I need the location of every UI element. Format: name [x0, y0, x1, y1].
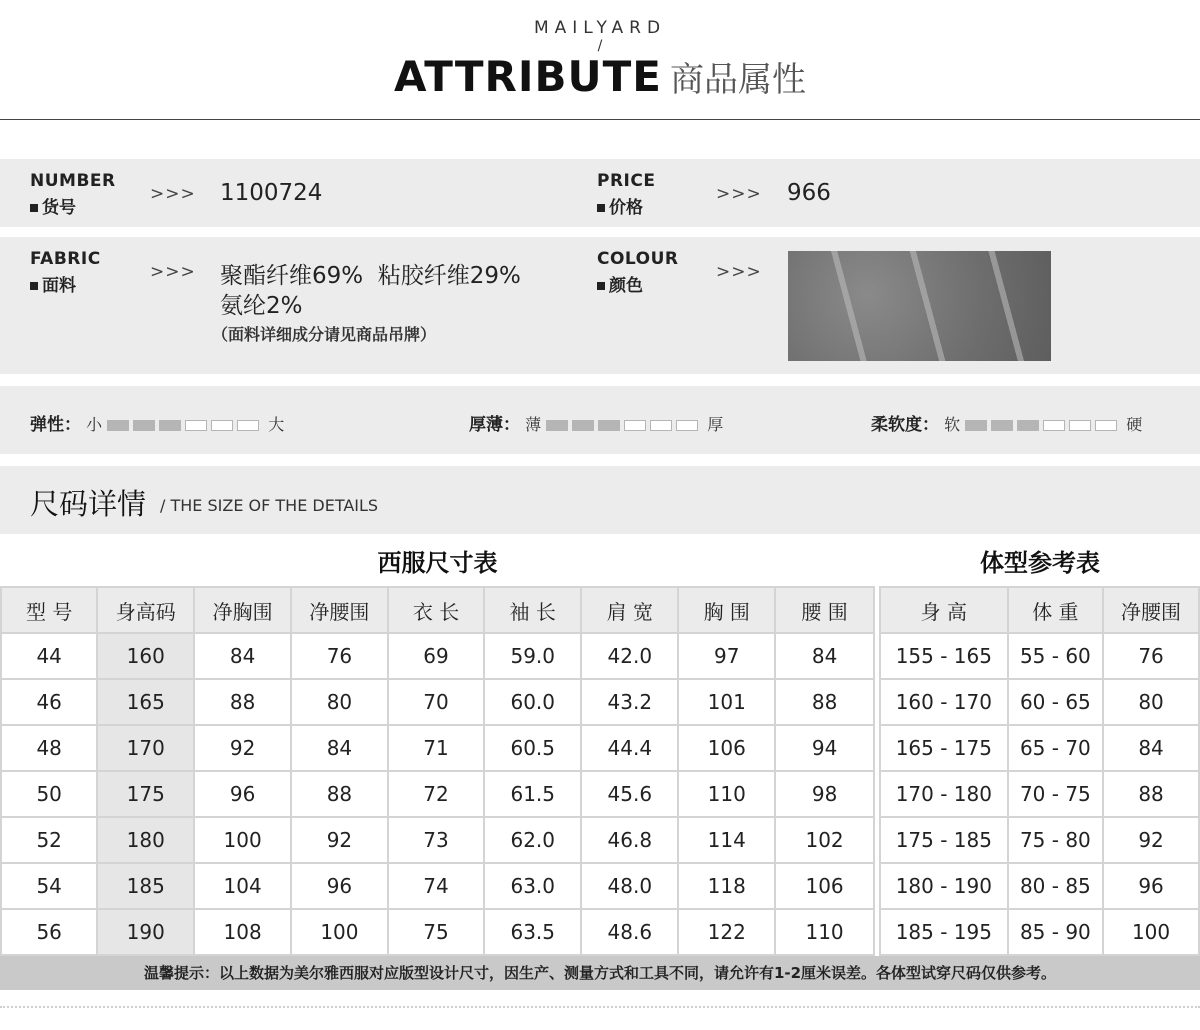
- table-cell: 100: [1103, 909, 1199, 955]
- table-cell: 96: [194, 771, 291, 817]
- number-label-en: NUMBER: [30, 171, 116, 191]
- scale-bar-empty: [1069, 420, 1091, 431]
- page-title-cn: 商品属性: [669, 60, 806, 100]
- table-cell: 48.0: [581, 863, 678, 909]
- scale-bar-empty: [185, 420, 207, 431]
- scale-softness-high: 硬: [1126, 415, 1143, 434]
- scale-elasticity-low: 小: [86, 415, 103, 434]
- table-cell: 70 - 75: [1008, 771, 1103, 817]
- table-cell: 84: [291, 725, 388, 771]
- number-label-cn: 货号: [30, 193, 116, 218]
- header-divider: [0, 119, 1200, 120]
- column-header: 腰 围: [775, 587, 874, 633]
- suit-table-header-row: [1, 587, 874, 633]
- table-cell: 44: [1, 633, 97, 679]
- table-cell: 101: [678, 679, 775, 725]
- table-cell: 92: [1103, 817, 1199, 863]
- table-cell: 80 - 85: [1008, 863, 1103, 909]
- table-row: [1, 633, 874, 679]
- table-cell: 96: [291, 863, 388, 909]
- table-row: [880, 725, 1199, 771]
- number-arrows: >>>: [150, 184, 196, 204]
- table-cell: 85 - 90: [1008, 909, 1103, 955]
- column-header: 肩 宽: [581, 587, 678, 633]
- body-reference-table: [879, 586, 1200, 956]
- table-cell: 60.0: [484, 679, 581, 725]
- table-cell: 114: [678, 817, 775, 863]
- table-cell: 76: [291, 633, 388, 679]
- table-cell: 61.5: [484, 771, 581, 817]
- footer-divider: [0, 1006, 1200, 1008]
- table-cell: 96: [1103, 863, 1199, 909]
- table-cell: 88: [291, 771, 388, 817]
- table-cell: 160 - 170: [880, 679, 1008, 725]
- scale-bar-empty: [237, 420, 259, 431]
- column-header: 体 重: [1008, 587, 1103, 633]
- scale-bar-filled: [546, 420, 568, 431]
- table-row: [1, 725, 874, 771]
- column-header: 净胸围: [194, 587, 291, 633]
- table-cell: 110: [678, 771, 775, 817]
- price-label-en: PRICE: [597, 171, 656, 191]
- table-cell: 42.0: [581, 633, 678, 679]
- square-bullet-icon: [597, 204, 605, 212]
- table-cell: 54: [1, 863, 97, 909]
- fabric-label-en: FABRIC: [30, 249, 101, 269]
- size-section-subtitle: / THE SIZE OF THE DETAILS: [160, 496, 379, 515]
- table-cell: 45.6: [581, 771, 678, 817]
- table-cell: 70: [388, 679, 484, 725]
- table-cell: 175 - 185: [880, 817, 1008, 863]
- footer-note: 温馨提示：以上数据为美尔雅西服对应版型设计尺寸，因生产、测量方式和工具不同，请允许有1-2厘米误差。各体型试穿尺码仅供参考。: [143, 964, 1057, 982]
- table-cell: 104: [194, 863, 291, 909]
- table-cell: 60.5: [484, 725, 581, 771]
- table-cell: 185 - 195: [880, 909, 1008, 955]
- table-cell: 118: [678, 863, 775, 909]
- scale-bar-filled: [1017, 420, 1039, 431]
- column-header: 净腰围: [1103, 587, 1199, 633]
- table-cell: 59.0: [484, 633, 581, 679]
- column-header: 衣 长: [388, 587, 484, 633]
- page-title: [0, 52, 1200, 101]
- table-cell: 92: [194, 725, 291, 771]
- table-cell: 100: [291, 909, 388, 955]
- table-cell: 63.5: [484, 909, 581, 955]
- fabric-composition-line1: 聚酯纤维69% 粘胶纤维29%: [220, 263, 521, 289]
- size-section-title: 尺码详情: [30, 487, 147, 521]
- table-cell: 175: [97, 771, 194, 817]
- colour-label-cn: 颜色: [597, 271, 679, 296]
- suit-size-table: [0, 586, 875, 956]
- table-cell: 170: [97, 725, 194, 771]
- table-cell: 48: [1, 725, 97, 771]
- fabric-composition-line2: 氨纶2%: [220, 293, 303, 319]
- number-value: 1100724: [220, 180, 323, 206]
- table-cell: 73: [388, 817, 484, 863]
- table-cell: 76: [1103, 633, 1199, 679]
- scale-bar-empty: [624, 420, 646, 431]
- scale-bar-empty: [1095, 420, 1117, 431]
- square-bullet-icon: [597, 282, 605, 290]
- scale-thickness-bars: [546, 415, 702, 434]
- table-cell: 74: [388, 863, 484, 909]
- brand-divider: /: [597, 38, 603, 54]
- column-header: 型 号: [1, 587, 97, 633]
- fabric-label: [30, 249, 101, 296]
- table-row: [880, 633, 1199, 679]
- table-cell: 80: [1103, 679, 1199, 725]
- table-row: [1, 679, 874, 725]
- table-row: [880, 771, 1199, 817]
- table-row: [880, 863, 1199, 909]
- table-cell: 97: [678, 633, 775, 679]
- table-cell: 72: [388, 771, 484, 817]
- scale-thickness-low: 薄: [525, 415, 542, 434]
- scale-thickness-high: 厚: [707, 415, 724, 434]
- column-header: 袖 长: [484, 587, 581, 633]
- table-cell: 102: [775, 817, 874, 863]
- table-cell: 160: [97, 633, 194, 679]
- scale-bar-filled: [159, 420, 181, 431]
- table-row: [1, 909, 874, 955]
- table-row: [1, 817, 874, 863]
- table-cell: 100: [194, 817, 291, 863]
- scale-bar-empty: [1043, 420, 1065, 431]
- colour-label: [597, 249, 679, 296]
- table-cell: 65 - 70: [1008, 725, 1103, 771]
- scale-elasticity-label: 弹性：: [30, 415, 81, 435]
- price-label-cn: 价格: [597, 193, 655, 218]
- table-cell: 190: [97, 909, 194, 955]
- table-row: [880, 817, 1199, 863]
- table-cell: 98: [775, 771, 874, 817]
- fabric-note: （面料详细成分请见商品吊牌）: [212, 325, 437, 344]
- price-arrows: >>>: [716, 184, 762, 204]
- body-table-title: 体型参考表: [980, 549, 1100, 577]
- square-bullet-icon: [30, 204, 38, 212]
- number-label: [30, 171, 116, 218]
- brand-name: MAILYARD: [533, 18, 667, 38]
- scale-elasticity: [30, 410, 284, 435]
- square-bullet-icon: [30, 282, 38, 290]
- table-cell: 56: [1, 909, 97, 955]
- table-cell: 110: [775, 909, 874, 955]
- table-cell: 69: [388, 633, 484, 679]
- suit-table-title: 西服尺寸表: [377, 549, 498, 577]
- scale-bar-filled: [965, 420, 987, 431]
- scale-bar-empty: [211, 420, 233, 431]
- table-cell: 180: [97, 817, 194, 863]
- table-cell: 88: [194, 679, 291, 725]
- price-value: 966: [787, 180, 831, 206]
- table-cell: 155 - 165: [880, 633, 1008, 679]
- table-cell: 43.2: [581, 679, 678, 725]
- table-cell: 62.0: [484, 817, 581, 863]
- table-cell: 106: [678, 725, 775, 771]
- table-cell: 165: [97, 679, 194, 725]
- table-cell: 185: [97, 863, 194, 909]
- table-cell: 50: [1, 771, 97, 817]
- scale-softness-low: 软: [944, 415, 961, 434]
- table-cell: 165 - 175: [880, 725, 1008, 771]
- table-cell: 60 - 65: [1008, 679, 1103, 725]
- scale-bar-filled: [991, 420, 1013, 431]
- table-cell: 75 - 80: [1008, 817, 1103, 863]
- table-cell: 55 - 60: [1008, 633, 1103, 679]
- table-cell: 46: [1, 679, 97, 725]
- table-cell: 84: [775, 633, 874, 679]
- scale-elasticity-bars: [107, 415, 263, 434]
- scale-bar-filled: [133, 420, 155, 431]
- scale-bar-empty: [676, 420, 698, 431]
- table-cell: 170 - 180: [880, 771, 1008, 817]
- column-header: 胸 围: [678, 587, 775, 633]
- table-cell: 88: [775, 679, 874, 725]
- page-title-en: ATTRIBUTE: [394, 52, 662, 101]
- table-cell: 71: [388, 725, 484, 771]
- scale-thickness: [469, 410, 723, 435]
- table-row: [1, 863, 874, 909]
- colour-swatch: [788, 251, 1051, 361]
- scale-bar-filled: [107, 420, 129, 431]
- fabric-arrows: >>>: [150, 262, 196, 282]
- table-row: [1, 771, 874, 817]
- table-cell: 63.0: [484, 863, 581, 909]
- scale-thickness-label: 厚薄：: [469, 415, 520, 435]
- scale-bar-filled: [598, 420, 620, 431]
- table-cell: 52: [1, 817, 97, 863]
- scale-elasticity-high: 大: [268, 415, 285, 434]
- column-header: 净腰围: [291, 587, 388, 633]
- table-cell: 122: [678, 909, 775, 955]
- table-cell: 80: [291, 679, 388, 725]
- column-header: 身高码: [97, 587, 194, 633]
- table-cell: 180 - 190: [880, 863, 1008, 909]
- table-cell: 48.6: [581, 909, 678, 955]
- table-cell: 44.4: [581, 725, 678, 771]
- column-header: 身 高: [880, 587, 1008, 633]
- table-cell: 94: [775, 725, 874, 771]
- table-row: [880, 909, 1199, 955]
- fabric-label-cn: 面料: [30, 271, 101, 296]
- table-row: [880, 679, 1199, 725]
- table-cell: 75: [388, 909, 484, 955]
- colour-label-en: COLOUR: [597, 249, 679, 269]
- colour-arrows: >>>: [716, 262, 762, 282]
- scale-softness-label: 柔软度：: [871, 415, 939, 435]
- table-cell: 92: [291, 817, 388, 863]
- table-cell: 88: [1103, 771, 1199, 817]
- table-cell: 84: [1103, 725, 1199, 771]
- table-cell: 108: [194, 909, 291, 955]
- scale-bar-empty: [650, 420, 672, 431]
- price-label: [597, 171, 655, 218]
- table-cell: 106: [775, 863, 874, 909]
- table-cell: 46.8: [581, 817, 678, 863]
- scale-bar-filled: [572, 420, 594, 431]
- body-table-header-row: [880, 587, 1199, 633]
- scale-softness-bars: [965, 415, 1121, 434]
- scale-softness: [871, 410, 1142, 435]
- table-cell: 84: [194, 633, 291, 679]
